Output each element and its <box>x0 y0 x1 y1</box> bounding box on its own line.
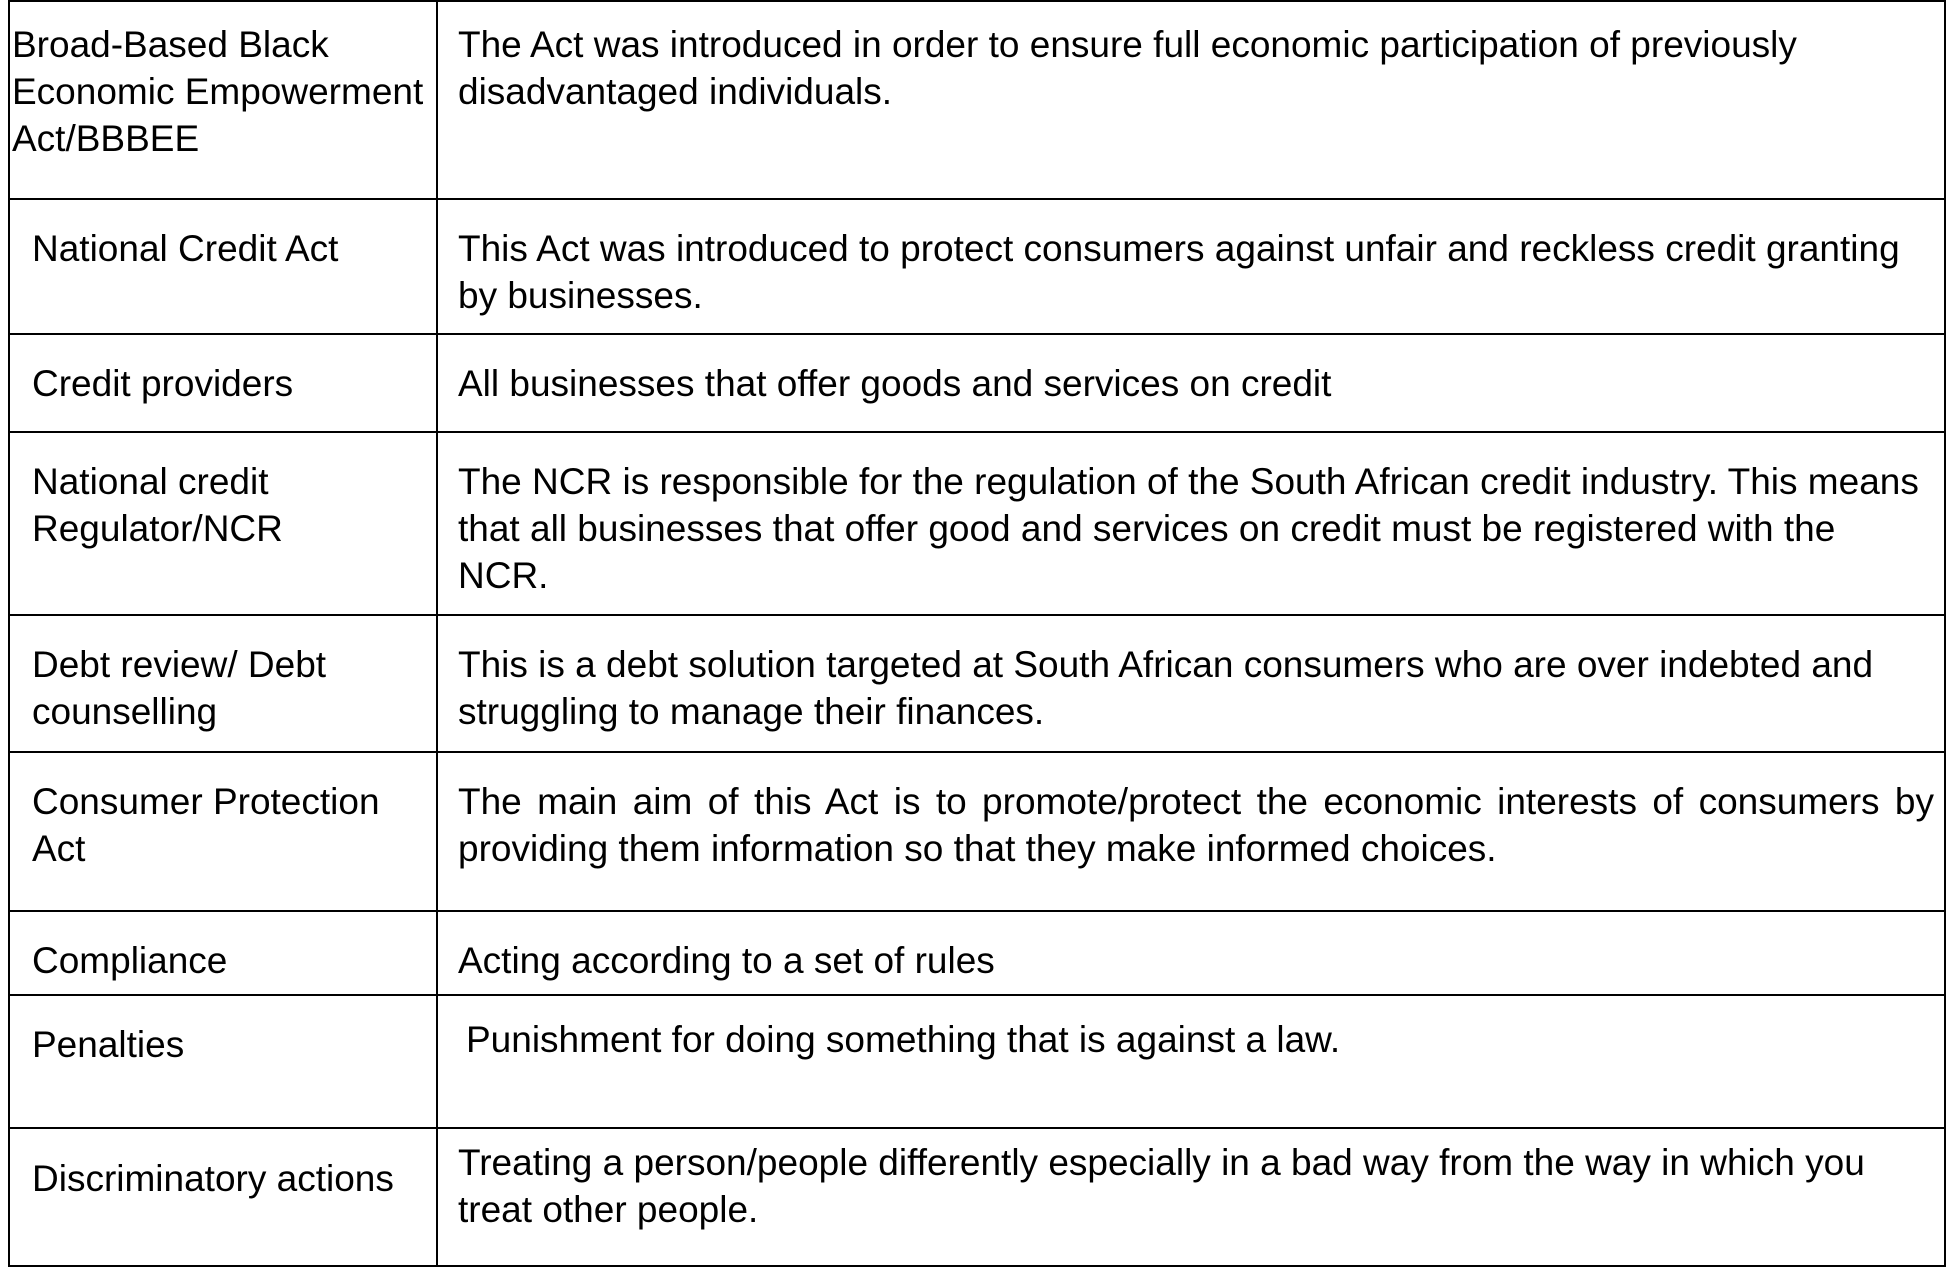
table-row <box>9 752 1945 911</box>
table-row <box>9 1128 1945 1266</box>
definition-text: The NCR is responsible for the regulation of the South African credit industry. This means that all businesses that offer good and services on credit must be registered with the NCR. <box>458 461 1919 596</box>
definition-cell <box>437 911 1945 995</box>
definition-text: Treating a person/people differently especially in a bad way from the way in which you treat other people. <box>458 1142 1865 1230</box>
definition-text: Acting according to a set of rules <box>458 940 995 981</box>
term-cell <box>9 752 437 911</box>
term-cell <box>9 911 437 995</box>
definition-text: This Act was introduced to protect consumers against unfair and reckless credit granting by businesses. <box>458 228 1900 316</box>
definition-text: This is a debt solution targeted at South African consumers who are over indebted and struggling to manage their finances. <box>458 644 1874 732</box>
term-label: National Credit Act <box>32 228 339 269</box>
table-row <box>9 911 1945 995</box>
term-cell <box>9 615 437 752</box>
table-row <box>9 199 1945 334</box>
term-cell <box>9 432 437 615</box>
definition-cell <box>437 752 1945 911</box>
definition-cell <box>437 1 1945 199</box>
definition-cell <box>437 995 1945 1128</box>
term-cell <box>9 199 437 334</box>
term-label: Broad-Based Black Economic Empowerment Act/BBBEE <box>12 24 424 159</box>
term-cell <box>9 334 437 432</box>
table-row <box>9 995 1945 1128</box>
definition-cell <box>437 615 1945 752</box>
term-label: Penalties <box>32 1024 185 1065</box>
definition-cell <box>437 199 1945 334</box>
term-label: National credit Regulator/NCR <box>32 461 283 549</box>
definition-cell <box>437 334 1945 432</box>
term-cell <box>9 995 437 1128</box>
definition-text: All businesses that offer goods and services on credit <box>458 363 1332 404</box>
term-label: Credit providers <box>32 363 294 404</box>
definition-cell <box>437 432 1945 615</box>
term-label: Consumer Protection Act <box>32 781 380 869</box>
term-label: Discriminatory actions <box>32 1158 394 1199</box>
glossary-table <box>8 0 1946 1267</box>
table-row <box>9 334 1945 432</box>
table-row <box>9 615 1945 752</box>
definition-text: The main aim of this Act is to promote/protect the economic interests of consumers by providing them information so that they make informed choices. <box>458 781 1934 869</box>
definition-text: The Act was introduced in order to ensure full economic participation of previously disadvantaged individuals. <box>458 24 1797 112</box>
term-cell <box>9 1 437 199</box>
term-cell <box>9 1128 437 1266</box>
term-label: Compliance <box>32 940 228 981</box>
definition-cell <box>437 1128 1945 1266</box>
definition-text: Punishment for doing something that is against a law. <box>466 1019 1341 1060</box>
term-label: Debt review/ Debt counselling <box>32 644 327 732</box>
table-row <box>9 432 1945 615</box>
table-row <box>9 1 1945 199</box>
